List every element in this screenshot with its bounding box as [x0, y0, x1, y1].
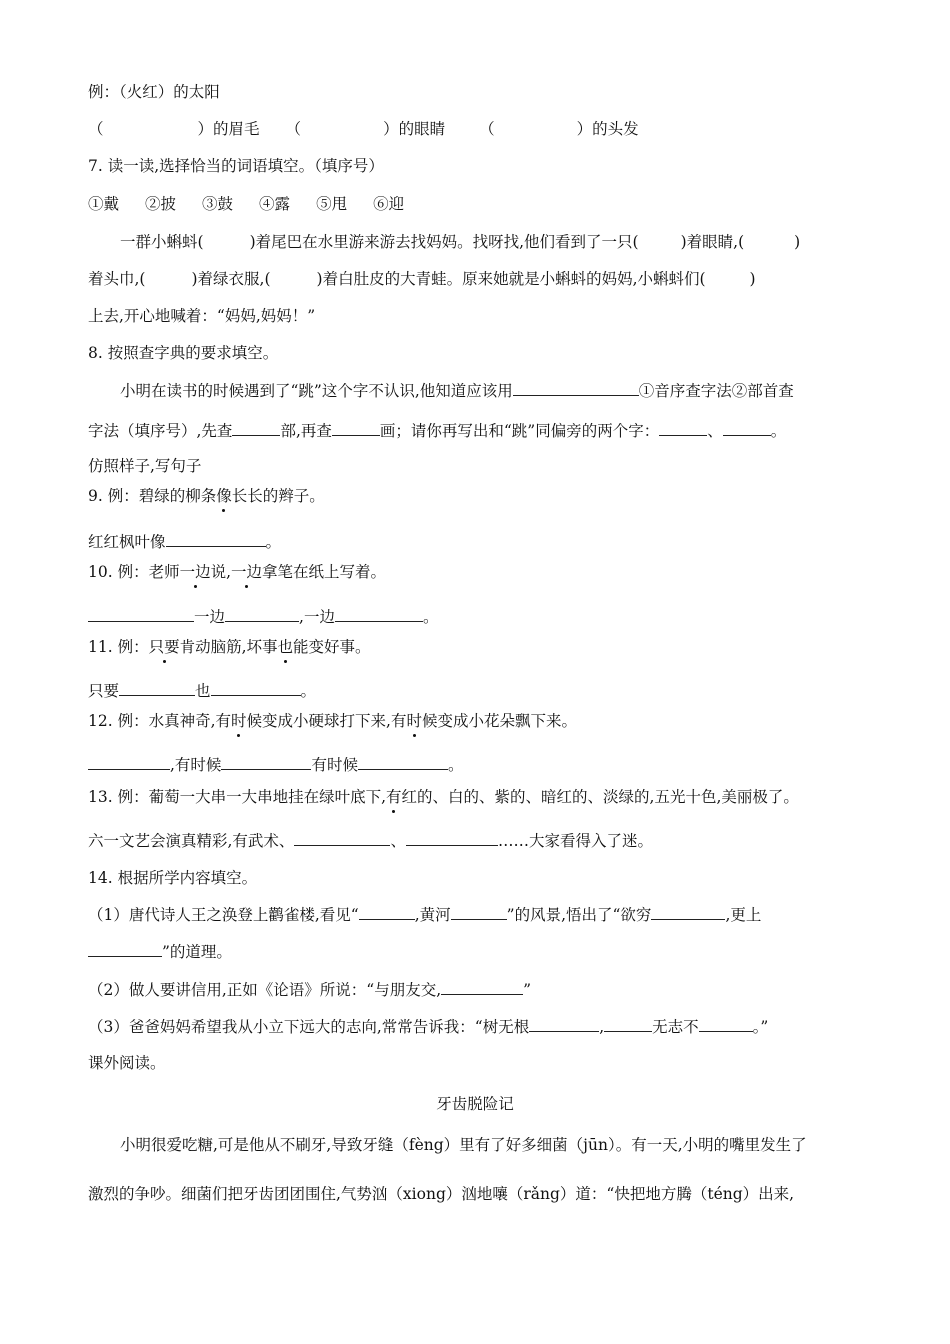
- text: ……大家看得入了迷。: [497, 832, 653, 850]
- paragraph-line: [120, 231, 870, 253]
- emphasis-word: 有: [386, 788, 402, 806]
- text: ,黄河: [414, 906, 451, 924]
- text: （2）做人要讲信用,正如《论语》所说：“与朋友交,: [88, 981, 442, 999]
- fill-blank[interactable]: [441, 978, 523, 995]
- fill-blank[interactable]: [88, 940, 162, 957]
- emphasis-word: 只要: [148, 638, 180, 656]
- fill-blank[interactable]: [332, 419, 380, 436]
- fill-blank[interactable]: [723, 419, 771, 436]
- text: 。: [422, 608, 439, 626]
- text: （1）唐代诗人王之涣登上鹳雀楼,看见“: [88, 906, 359, 924]
- text: )着尾巴在水里游来游去找妈妈。找呀找,他们看到了一只(: [249, 233, 639, 251]
- emphasis-word: 有时候: [390, 712, 438, 730]
- text: 有时候: [311, 756, 358, 774]
- text: ”的道理。: [162, 943, 232, 961]
- text: 。: [300, 682, 317, 700]
- text: )着眼睛,(: [680, 233, 745, 251]
- fill-blank[interactable]: [88, 605, 194, 622]
- text: 9. 例：碧绿的柳条: [88, 487, 217, 505]
- text: 。: [265, 533, 282, 551]
- text: 。: [447, 756, 464, 774]
- section-heading: 仿照样子,写句子: [88, 457, 202, 475]
- paragraph-line: [88, 419, 870, 442]
- fill-blank[interactable]: [221, 753, 311, 770]
- text: 肯动脑筋,坏事: [179, 638, 278, 656]
- question-14-part-1-cont: [88, 940, 870, 963]
- choice: ⑥迎: [373, 195, 405, 213]
- emphasis-word: 一边: [179, 563, 211, 581]
- text: ”: [523, 981, 532, 999]
- text: 13. 例：葡萄一大串一大串地挂在绿叶底下,: [88, 788, 387, 806]
- fill-blank[interactable]: [225, 605, 299, 622]
- text: ,有时候: [170, 756, 222, 774]
- text: )着白肚皮的大青蛙。原来她就是小蝌蚪的妈妈,小蝌蚪们(: [316, 270, 706, 288]
- text: 一群小蝌蚪(: [120, 233, 204, 251]
- fill-blank[interactable]: [166, 530, 266, 547]
- paragraph-line: [120, 379, 870, 402]
- text: 画；请你再写出和“跳”同偏旁的两个字：: [379, 422, 660, 440]
- story-paragraph-line: 小明很爱吃糖,可是他从不刷牙,导致牙缝（fèng）里有了好多细菌（jūn）。有一天,小明的嘴里发生了: [120, 1136, 807, 1154]
- fill-blank[interactable]: [604, 1015, 652, 1032]
- question-13-example: [88, 786, 870, 808]
- text: 变成小硬球打下来,: [262, 712, 391, 730]
- text: 。: [770, 422, 787, 440]
- fill-blank[interactable]: [699, 1015, 753, 1032]
- text: ): [749, 270, 756, 288]
- text: ,更上: [725, 906, 762, 924]
- question-9-fill: [88, 530, 870, 553]
- text: ①音序查字法②部首查: [638, 382, 794, 400]
- text: （3）爸爸妈妈希望我从小立下远大的志向,常常告诉我：“树无根: [88, 1018, 530, 1036]
- text: 无志不: [652, 1018, 699, 1036]
- text: 10. 例：老师: [88, 563, 180, 581]
- item-label: 的眼睛: [398, 120, 446, 138]
- text: 拿笔在纸上写着。: [262, 563, 387, 581]
- paren-blank[interactable]: （ ）: [285, 120, 399, 138]
- fill-blank[interactable]: [513, 379, 639, 396]
- choice: ⑤甩: [316, 195, 348, 213]
- text: 字法（填序号）,先查: [88, 422, 233, 440]
- question-14-part-1: [88, 903, 870, 926]
- story-paragraph-line: 激烈的争吵。细菌们把牙齿团团围住,气势汹（xiong）汹地嚷（rǎng）道：“快把地方腾（téng）出来,: [88, 1185, 795, 1203]
- text: 六一文艺会演真精彩,有武术、: [88, 832, 295, 850]
- text: 、: [707, 422, 723, 440]
- text: 着头巾,(: [88, 270, 146, 288]
- fill-blank[interactable]: [451, 903, 507, 920]
- item-label: 的头发: [592, 120, 639, 138]
- fill-blank[interactable]: [529, 1015, 599, 1032]
- paragraph-line: 上去,开心地喊着：“妈妈,妈妈！”: [88, 307, 316, 325]
- text: 小明在读书的时候遇到了“跳”这个字不认识,他知道应该用: [120, 382, 513, 400]
- text: 11. 例：: [88, 638, 149, 656]
- text: ”的风景,悟出了“欲穷: [506, 906, 652, 924]
- text: 也: [195, 682, 211, 700]
- question-8-title: 8. 按照查字典的要求填空。: [88, 344, 279, 362]
- question-12-fill: [88, 753, 870, 776]
- emphasis-word: 一边: [231, 563, 263, 581]
- text: 红红枫叶像: [88, 533, 166, 551]
- emphasis-word: 也: [277, 638, 294, 656]
- question-10-example: [88, 561, 870, 583]
- text: ): [794, 233, 801, 251]
- text: 红的、白的、紫的、暗红的、淡绿的,五光十色,美丽极了。: [401, 788, 799, 806]
- fill-blank[interactable]: [232, 419, 280, 436]
- text: 说,: [210, 563, 232, 581]
- question-11-example: [88, 636, 870, 658]
- text: ,: [599, 1018, 605, 1036]
- fill-blank[interactable]: [335, 605, 423, 622]
- text: 只要: [88, 682, 120, 700]
- text: 部,再查: [280, 422, 332, 440]
- text: 能变好事。: [293, 638, 371, 656]
- text: 12. 例：水真神奇,: [88, 712, 216, 730]
- section-heading: 课外阅读。: [88, 1054, 166, 1072]
- fill-blank[interactable]: [358, 753, 448, 770]
- choice: ④露: [259, 195, 291, 213]
- question-11-fill: [88, 679, 870, 702]
- choice: ③鼓: [202, 195, 234, 213]
- text: 一边: [194, 608, 226, 626]
- paren-blank[interactable]: （ ）: [479, 120, 593, 138]
- example-line: 例：（火红）的太阳: [88, 83, 220, 101]
- choice: ②披: [145, 195, 177, 213]
- text: 。”: [752, 1018, 769, 1036]
- fill-blank[interactable]: [651, 903, 725, 920]
- emphasis-word: 有时候: [215, 712, 263, 730]
- question-14-part-3: [88, 1015, 870, 1038]
- question-7-title: 7. 读一读,选择恰当的词语填空。（填序号）: [88, 157, 384, 175]
- question-10-fill: [88, 605, 870, 628]
- fill-blank[interactable]: [211, 679, 301, 696]
- choice-list: [88, 193, 870, 215]
- text: 、: [390, 832, 406, 850]
- question-14-part-2: [88, 978, 870, 1001]
- fill-blank[interactable]: [406, 829, 498, 846]
- question-9-example: [88, 485, 870, 507]
- choice: ①戴: [88, 195, 120, 213]
- emphasis-word: 像: [216, 487, 232, 505]
- story-title: 牙齿脱险记: [436, 1095, 514, 1113]
- fill-blank[interactable]: [119, 679, 195, 696]
- question-12-example: [88, 710, 870, 732]
- fill-blank[interactable]: [294, 829, 390, 846]
- item-label: 的眉毛: [213, 120, 260, 138]
- text: 长长的辫子。: [231, 487, 325, 505]
- text: ,一边: [299, 608, 335, 626]
- fill-blank[interactable]: [359, 903, 415, 920]
- fill-blank[interactable]: [659, 419, 707, 436]
- fill-blank[interactable]: [88, 753, 170, 770]
- paragraph-line: [88, 268, 870, 290]
- question-13-fill: [88, 829, 870, 852]
- paren-blank[interactable]: （ ）: [88, 120, 214, 138]
- text: )着绿衣服,(: [191, 270, 271, 288]
- text: 变成小花朵飘下来。: [437, 712, 577, 730]
- fill-row-ex6: [88, 118, 870, 140]
- question-14-title: 14. 根据所学内容填空。: [88, 869, 258, 887]
